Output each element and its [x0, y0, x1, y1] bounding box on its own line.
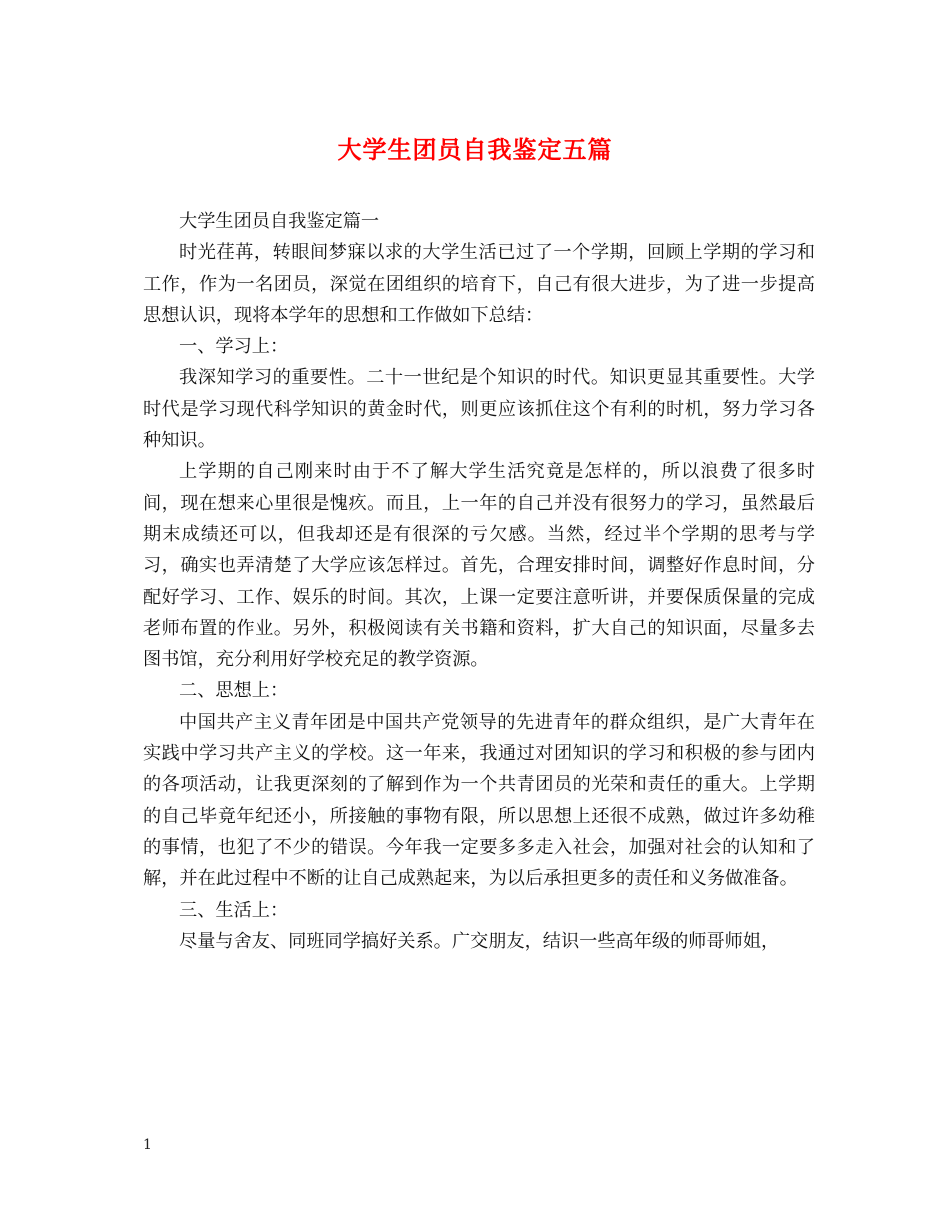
section-heading: 大学生团员自我鉴定篇一	[179, 211, 380, 232]
page-number: 1	[143, 1137, 152, 1153]
paragraph: 时光荏苒，转眼间梦寐以求的大学生活已过了一个学期，回顾上学期的学习和工作，作为一名团员，深觉在团组织的培育下，自己有很大进步，为了进一步提高思想认识，现将本学年的思想和工作做如下总结：	[143, 242, 815, 326]
section-heading: 一、学习上：	[179, 336, 289, 358]
paragraph: 尽量与舍友、同班同学搞好关系。广交朋友，结识一些高年级的师哥师姐，	[179, 930, 780, 952]
paragraph: 上学期的自己刚来时由于不了解大学生活究竟是怎样的，所以浪费了很多时间，现在想来心里很是愧疚。而且，上一年的自己并没有很努力的学习，虽然最后期末成绩还可以，但我却还是有很深的亏欠感。当然，经过半个学期的思考与学习，确实也弄清楚了大学应该怎样过。首先，合理安排时间，调整好作息时间，分配好学习、工作、娱乐的时间。其次，上课一定要注意听讲，并要保质保量的完成老师布置的作业。另外，积极阅读有关书籍和资料，扩大自己的知识面，尽量多去图书馆，充分利用好学校充足的教学资源。	[143, 461, 815, 671]
paragraph: 我深知学习的重要性。二十一世纪是个知识的时代。知识更显其重要性。大学时代是学习现代科学知识的黄金时代，则更应该抓住这个有利的时机，努力学习各种知识。	[143, 367, 815, 452]
document-body	[143, 206, 815, 957]
section-heading: 三、生活上：	[179, 899, 289, 921]
section-heading: 二、思想上：	[179, 680, 289, 702]
paragraph: 中国共产主义青年团是中国共产党领导的先进青年的群众组织，是广大青年在实践中学习共产主义的学校。这一年来，我通过对团知识的学习和积极的参与团内的各项活动，让我更深刻的了解到作为一个共青团员的光荣和责任的重大。上学期的自己毕竟年纪还小，所接触的事物有限，所以思想上还很不成熟，做过许多幼稚的事情，也犯了不少的错误。今年我一定要多多走入社会，加强对社会的认知和了解，并在此过程中不断的让自己成熟起来，为以后承担更多的责任和义务做准备。	[143, 711, 815, 890]
document-title: 大学生团员自我鉴定五篇	[337, 135, 613, 164]
